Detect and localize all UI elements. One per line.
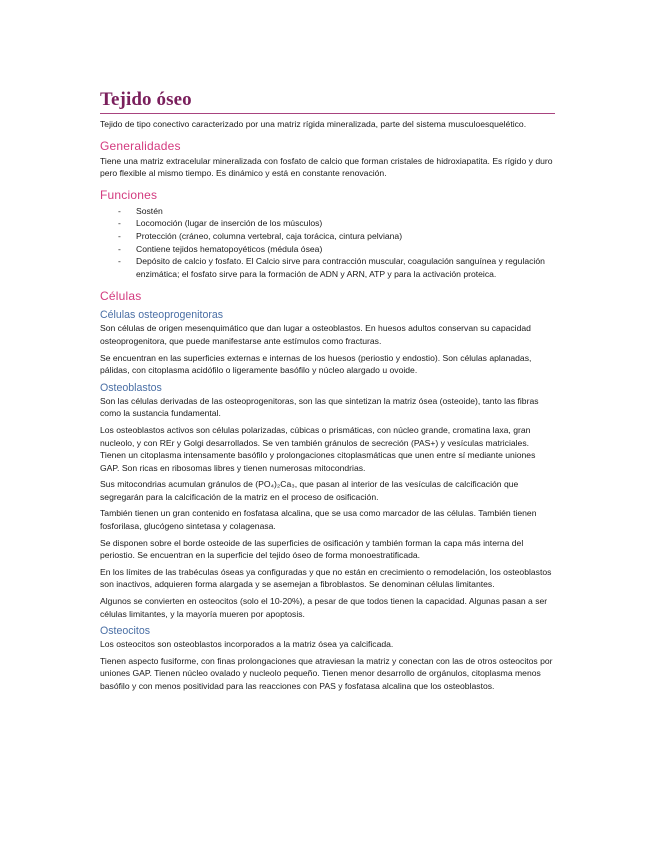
page-title: Tejido óseo	[100, 88, 555, 114]
heading-osteoprogenitoras: Células osteoprogenitoras	[100, 309, 224, 322]
paragraph: También tienen un gran contenido en fosfatasa alcalina, que se usa como marcador de las células. También tienen fosforilasa, glucógeno sintetasa y colagenasa.	[100, 508, 537, 532]
intro-paragraph: Tejido de tipo conectivo caracterizado por una matriz rígida mineralizada, parte del sistema musculoesquelético.	[100, 119, 527, 129]
list-item: - Protección (cráneo, columna vertebral, caja torácica, cintura pelviana)	[118, 230, 555, 243]
heading-osteocitos: Osteocitos	[100, 625, 151, 638]
paragraph: Se encuentran en las superficies externas e internas de los huesos (periostio y endostio). Son células aplanadas, pálidas, con citoplasma acidófilo o ligeramente basófilo y núcleo alargado u ovoide.	[100, 352, 532, 376]
heading-generalidades: Generalidades	[100, 138, 181, 153]
paragraph: Los osteocitos son osteoblastos incorporados a la matriz ósea ya calcificada.	[100, 639, 394, 650]
list-item: - Sostén	[118, 205, 555, 218]
paragraph: Los osteoblastos activos son células polarizadas, cúbicas o prismáticas, con núcleo grande, cromatina laxa, gran nucleolo, y con REr y Golgi desarrollados. Se ven también gránulos de secreción (PAS+) y vesículas matriciales. Tienen un citoplasma intensamente basófilo y prolongaciones citoplasmáticas que unen entre sí mediante uniones GAP. Son ricas en ribosomas libres y tienen numerosas mitocondrias.	[100, 424, 536, 473]
paragraph: En los límites de las trabéculas óseas ya configuradas y que no están en crecimiento o remodelación, los osteoblastos son inactivos, adquieren forma alargada y se asemejan a fibroblastos. Se denominan células limitantes.	[100, 566, 552, 590]
list-item: - Locomoción (lugar de inserción de los músculos)	[118, 217, 555, 230]
paragraph: Se disponen sobre el borde osteoide de las superficies de osificación y también forman la capa más interna del periostio. Se encuentran en la superficie del tejido óseo de forma monoestratificada.	[100, 537, 524, 561]
heading-funciones: Funciones	[100, 187, 158, 202]
list-item: - Contiene tejidos hematopoyéticos (médula ósea)	[118, 243, 555, 256]
paragraph: Son las células derivadas de las osteoprogenitoras, son las que sintetizan la matriz ósea (osteoide), tanto las fibras como la sustancia fundamental.	[100, 395, 539, 419]
paragraph: Algunos se convierten en osteocitos (solo el 10-20%), a pesar de que todos tienen la capacidad. Algunas pasan a ser células limitantes, y la mayoría mueren por apoptosis.	[100, 596, 548, 619]
heading-osteoblastos: Osteoblastos	[100, 381, 162, 394]
heading-celulas: Células	[100, 289, 142, 304]
paragraph: Son células de origen mesenquimático que dan lugar a osteoblastos. En huesos adultos conservan su capacidad osteoprogenitora, que puede manifestarse ante estímulos como fracturas.	[100, 323, 531, 346]
list-item: - Depósito de calcio y fosfato. El Calcio sirve para contracción muscular, coagulación sanguínea y regulación enzimática; el fosfato sirve para la formación de ADN y ARN, ATP y para la activación proteica.	[118, 255, 555, 280]
paragraph: Tienen aspecto fusiforme, con finas prolongaciones que atraviesan la matriz y conectan con las de otros osteocitos por uniones GAP. Tienen núcleo ovalado y nucleolo pequeño. Tienen menor desarrollo de orgánulos, citoplasma menos basófilo y con menos positividad para las reacciones con PAS y fosfatasa alcalina que los osteoblastos.	[100, 655, 553, 691]
paragraph: Sus mitocondrias acumulan gránulos de (PO₄)₂Ca₃, que pasan al interior de las vesículas de calcificación que segregarán para la calcificación de la matriz en el proceso de osificación.	[100, 479, 519, 502]
generalidades-paragraph: Tiene una matriz extracelular mineralizada con fosfato de calcio que forman cristales de hidroxiapatita. Es rígido y duro pero flexible al mismo tiempo. Es dinámico y está en constante renovación.	[100, 155, 553, 179]
funciones-list	[118, 205, 555, 281]
